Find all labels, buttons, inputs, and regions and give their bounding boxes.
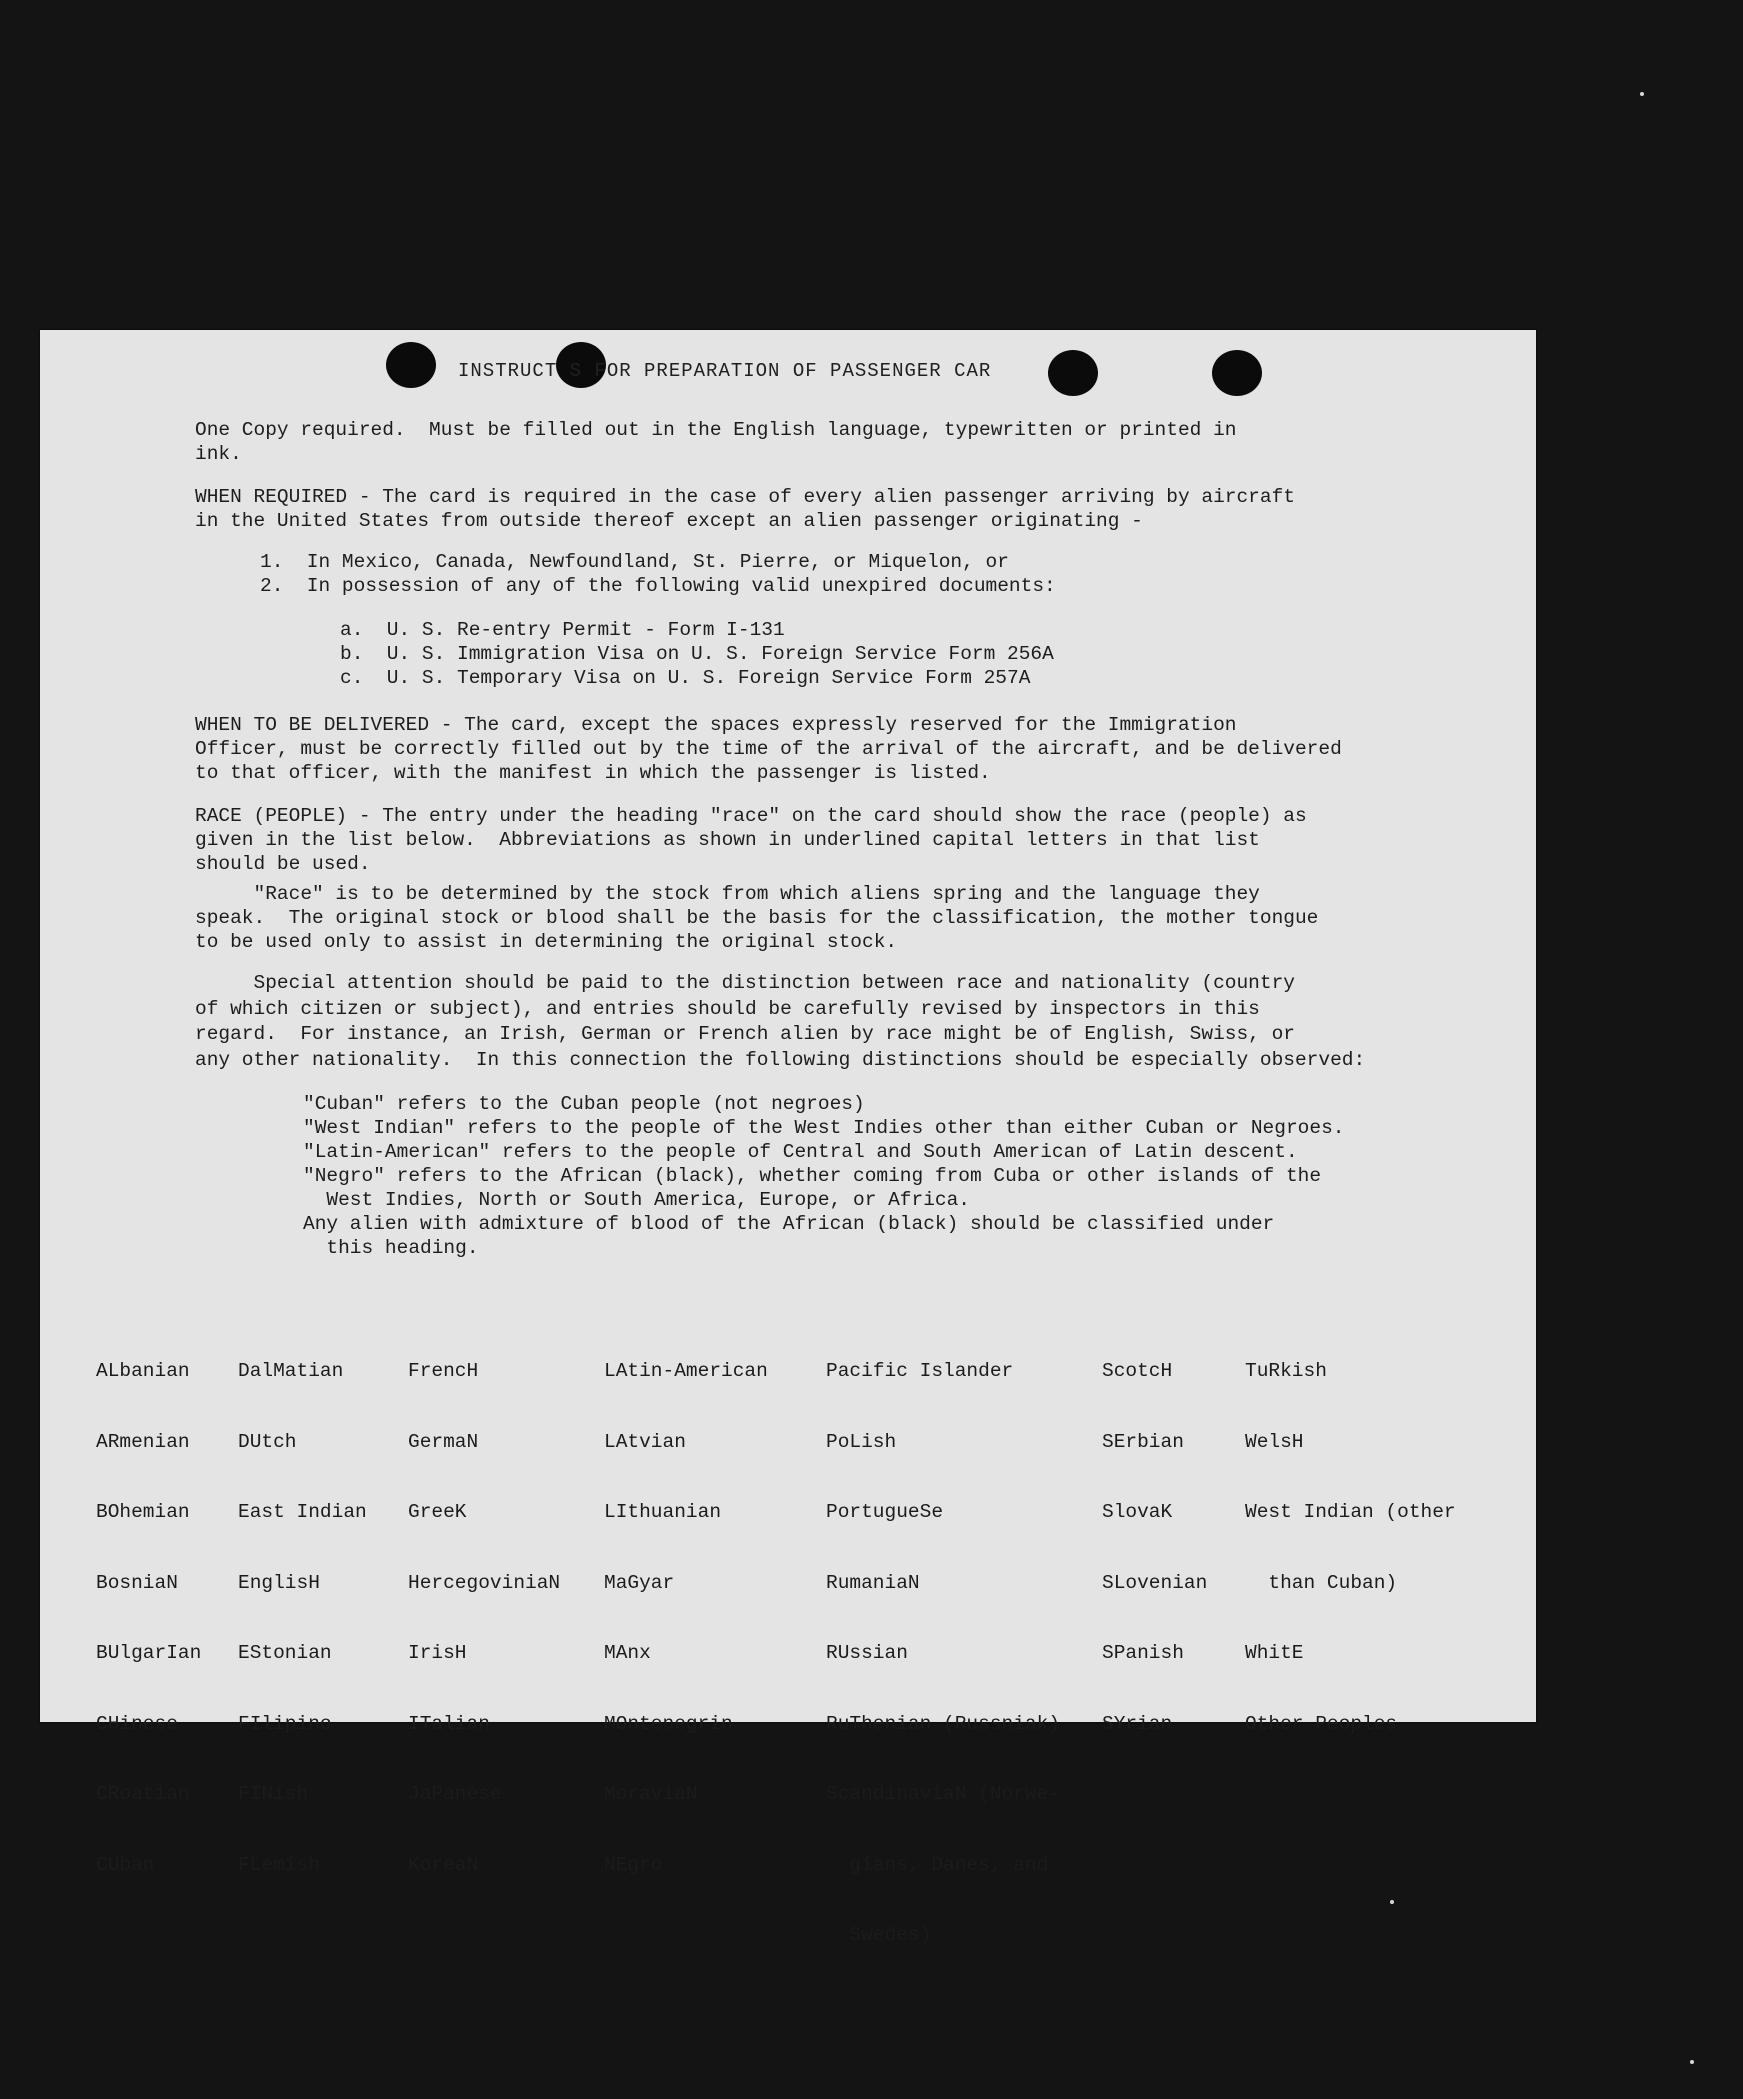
race-entry: SlovaK [1102, 1501, 1173, 1523]
race-entry: WelsH [1245, 1430, 1304, 1453]
race-entry: SLovenian [1102, 1571, 1208, 1594]
race-entry: ARmenian [96, 1430, 190, 1453]
race-entry: gians, Danes, and [826, 1853, 1049, 1876]
document-title: INSTRUCT S FOR PREPARATION OF PASSENGER CAR [458, 360, 992, 382]
race-entry: DUtch [238, 1430, 297, 1453]
race-entry: WhitE [1245, 1642, 1304, 1664]
race-entry: FINish [238, 1783, 309, 1805]
race-entry: MaGyar [604, 1571, 675, 1594]
race-entry: CRoatian [96, 1783, 190, 1805]
exceptions-list: 1. In Mexico, Canada, Newfoundland, St. Pierre, or Miquelon, or 2. In possession of any of the following valid unexpired documents: [260, 551, 1056, 597]
race-entry: PortugueSe [826, 1501, 944, 1523]
race-entry: KoreaN [408, 1853, 479, 1876]
punch-hole [1212, 350, 1262, 396]
race-entry: LIthuanian [604, 1501, 722, 1523]
race-entry: SErbian [1102, 1430, 1184, 1453]
race-entry: BUlgarIan [96, 1642, 202, 1664]
punch-hole [1048, 350, 1098, 396]
race-entry: Other Peoples [1245, 1712, 1398, 1735]
race-entry: SYrian [1102, 1712, 1173, 1735]
race-entry: TuRkish [1245, 1360, 1327, 1382]
race-entry: FrencH [408, 1360, 479, 1382]
race-column-2 [238, 1313, 367, 1924]
race-entry: EnglisH [238, 1571, 320, 1594]
race-entry: MoraviaN [604, 1783, 698, 1805]
race-column-1 [96, 1313, 201, 1924]
race-entry: Swedes) [826, 1924, 932, 1946]
race-entry: CHinese [96, 1712, 178, 1735]
race-entry: MOntenegrin [604, 1712, 733, 1735]
race-entry: DalMatian [238, 1360, 344, 1382]
race-entry: SPanish [1102, 1642, 1184, 1664]
race-entry: than Cuban) [1245, 1571, 1398, 1594]
race-entry: GermaN [408, 1430, 479, 1453]
race-column-5 [826, 1313, 1060, 1995]
race-entry: LAtin-American [604, 1360, 768, 1382]
intro-paragraph: One Copy required. Must be filled out in the English language, typewritten or printed in ink. [195, 419, 1237, 465]
race-entry: RuThenian (Russniak) [826, 1712, 1061, 1735]
race-entry: BOhemian [96, 1501, 190, 1523]
race-entry: RumaniaN [826, 1571, 920, 1594]
when-delivered-paragraph: WHEN TO BE DELIVERED - The card, except the spaces expressly reserved for the Immigration Officer, must be correctly filled out by the time of the arrival of the aircraft, and be delivered to that officer, with the manifest in which the passenger is listed. [195, 714, 1342, 784]
race-entry: ScotcH [1102, 1360, 1173, 1382]
race-people-paragraph: RACE (PEOPLE) - The entry under the heading "race" on the card should show the race (people) as given in the list below. Abbreviations as shown in underlined capital letters in that list should be used. [195, 805, 1307, 875]
race-entry: Pacific Islander [826, 1360, 1014, 1382]
race-entry: BosniaN [96, 1571, 178, 1594]
race-entry: NEgro [604, 1853, 663, 1876]
distinctions-list: "Cuban" refers to the Cuban people (not negroes) "West Indian" refers to the people of the West Indies other than either Cuban or Negroes. "Latin-American" refers to the people of Central and South American of Latin descent. "Negro" refers to the African (black), whether coming from Cuba or other islands of the West Indies, North or South America, Europe, or Africa. Any alien with admixture of blood of the African (black) should be classified under this heading. [303, 1093, 1345, 1259]
race-entry: FLemish [238, 1853, 320, 1876]
race-column-7 [1245, 1313, 1456, 1783]
race-entry: RUssian [826, 1642, 908, 1664]
race-column-3 [408, 1313, 560, 1924]
race-entry: ScandinaviaN (Norwe- [826, 1783, 1061, 1805]
race-entry: CUban [96, 1853, 155, 1876]
punch-hole [386, 342, 436, 388]
race-entry: JaPanese [408, 1783, 502, 1805]
special-attention-paragraph: Special attention should be paid to the distinction between race and nationality (country of which citizen or subject), and entries should be carefully revised by inspectors in this regard. For instance, an Irish, German or French alien by race might be of English, Swiss, or any other nationality. In this connection the following distinctions should be especially observed: [195, 972, 1366, 1071]
speck [1690, 2060, 1694, 2064]
race-entry: MAnx [604, 1642, 651, 1664]
when-required-paragraph: WHEN REQUIRED - The card is required in the case of every alien passenger arriving by aircraft in the United States from outside thereof except an alien passenger originating - [195, 486, 1295, 532]
race-entry: East Indian [238, 1501, 367, 1523]
race-entry: GreeK [408, 1501, 467, 1523]
race-entry: FIlipino [238, 1712, 332, 1735]
race-entry: EStonian [238, 1642, 332, 1664]
speck [1640, 92, 1644, 96]
race-entry: IrisH [408, 1642, 467, 1664]
race-entry: PoLish [826, 1430, 897, 1453]
race-column-6 [1102, 1313, 1207, 1783]
race-entry: LAtvian [604, 1430, 686, 1453]
race-entry: West Indian (other [1245, 1501, 1456, 1523]
race-entry: HercegoviniaN [408, 1571, 561, 1594]
documents-list: a. U. S. Re-entry Permit - Form I-131 b. U. S. Immigration Visa on U. S. Foreign Service Form 256A c. U. S. Temporary Visa on U. S. Foreign Service Form 257A [340, 619, 1054, 689]
race-entry: ALbanian [96, 1360, 190, 1382]
race-column-4 [604, 1313, 768, 1924]
instruction-sheet [40, 330, 1536, 1946]
race-entry: ITalian [408, 1712, 490, 1735]
speck [1390, 1900, 1394, 1904]
race-stock-paragraph: "Race" is to be determined by the stock from which aliens spring and the language they speak. The original stock or blood shall be the basis for the classification, the mother tongue to be used only to assist in determining the original stock. [195, 883, 1319, 953]
